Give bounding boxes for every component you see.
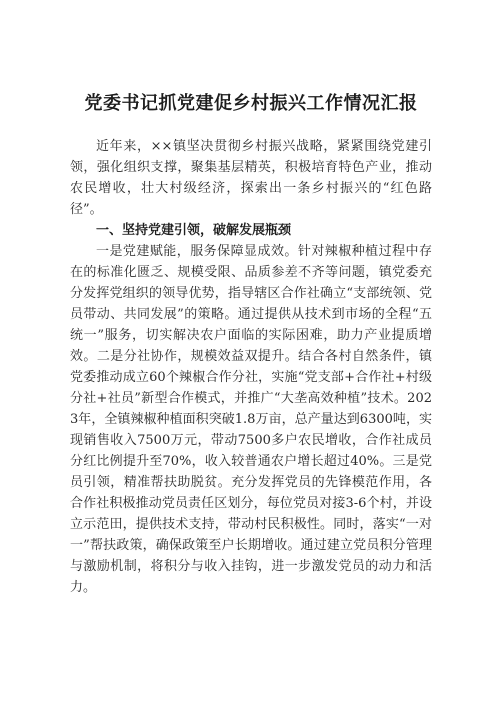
section-1-heading: 一、坚持党建引领，破解发展瓶颈 xyxy=(96,223,292,238)
section-1-body: 一是党建赋能，服务保障显成效。针对辣椒种植过程中存在的标准化匮乏、规模受限、品质参差不齐等问题，镇党委充分发挥党组织的领导优势，指导辖区合作社确立“支部统领、党员带动、共同发展”的策略。通过提供从技术到市场的全程“五统一”服务，切实解决农户面临的实际困难，助力产业提质增效。二是分社协作，规模效益双提升。结合各村自然条件，镇党委推动成立60个辣椒合作分社，实施“党支部+合作社+村级分社+社员”新型合作模式，并推广“大垄高效种植”技术。2023年，全镇辣椒种植面积突破1.8万亩，总产量达到6300吨，实现销售收入7500万元，带动7500多户农民增收，合作社成员分红比例提升至70%，收入较普通农户增长超过40%。三是党员引领，精准帮扶助脱贫。充分发挥党员的先锋模范作用，各合作社积极推动党员责任区划分，每位党员对接3-6个村，并设立示范田，提供技术支持，带动村民积极性。同时，落实“一对一”帮扶政策，确保政策至户长期增收。通过建立党员积分管理与激励机制，将积分与收入挂钩，进一步激发党员的动力和活力。 xyxy=(70,244,432,595)
document-title: 党委书记抓党建促乡村振兴工作情况汇报 xyxy=(84,93,418,114)
intro-paragraph: 近年来，××镇坚决贯彻乡村振兴战略，紧紧围绕党建引领，强化组织支撑，聚集基层精英，积极培育特色产业，推动农民增收，壮大村级经济，探索出一条乡村振兴的“红色路径”。 xyxy=(70,139,432,217)
